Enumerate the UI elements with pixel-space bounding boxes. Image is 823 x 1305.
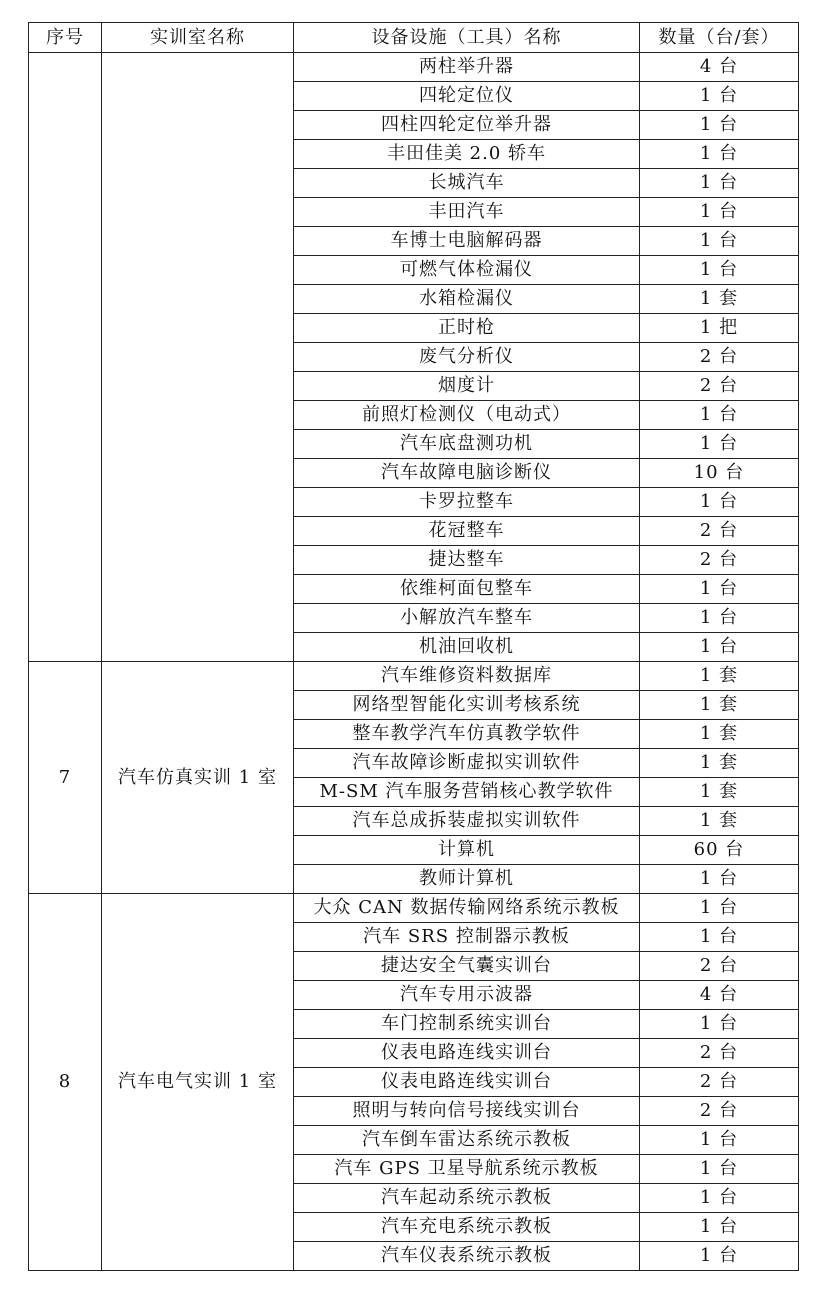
equipment-name-cell: 计算机 [294,836,640,865]
header-equipment-name: 设备设施（工具）名称 [294,23,640,53]
equipment-name-cell: 汽车充电系统示教板 [294,1213,640,1242]
quantity-cell: 2 台 [640,1039,799,1068]
quantity-cell: 1 台 [640,1010,799,1039]
quantity-cell: 1 台 [640,256,799,285]
equipment-name-cell: 卡罗拉整车 [294,488,640,517]
equipment-name-cell: 汽车故障电脑诊断仪 [294,459,640,488]
header-index: 序号 [29,23,102,53]
equipment-name-cell: 烟度计 [294,372,640,401]
quantity-cell: 2 台 [640,1068,799,1097]
equipment-name-cell: 大众 CAN 数据传输网络系统示教板 [294,894,640,923]
equipment-name-cell: M-SM 汽车服务营销核心教学软件 [294,778,640,807]
equipment-name-cell: 可燃气体检漏仪 [294,256,640,285]
equipment-name-cell: 捷达安全气囊实训台 [294,952,640,981]
header-row [29,23,799,53]
equipment-name-cell: 丰田汽车 [294,198,640,227]
quantity-cell: 1 台 [640,575,799,604]
equipment-table [28,22,799,1271]
quantity-cell: 1 台 [640,488,799,517]
equipment-name-cell: 前照灯检测仪（电动式） [294,401,640,430]
equipment-name-cell: 正时枪 [294,314,640,343]
quantity-cell: 1 台 [640,923,799,952]
group-index-cell [29,53,102,662]
equipment-name-cell: 丰田佳美 2.0 轿车 [294,140,640,169]
equipment-name-cell: 整车教学汽车仿真教学软件 [294,720,640,749]
quantity-cell: 2 台 [640,343,799,372]
equipment-name-cell: 汽车故障诊断虚拟实训软件 [294,749,640,778]
equipment-name-cell: 教师计算机 [294,865,640,894]
group-room-name-cell [102,53,294,662]
quantity-cell: 2 台 [640,517,799,546]
equipment-name-cell: 汽车专用示波器 [294,981,640,1010]
equipment-name-cell: 汽车 SRS 控制器示教板 [294,923,640,952]
equipment-name-cell: 水箱检漏仪 [294,285,640,314]
equipment-name-cell: 汽车仪表系统示教板 [294,1242,640,1271]
equipment-name-cell: 捷达整车 [294,546,640,575]
equipment-name-cell: 四柱四轮定位举升器 [294,111,640,140]
quantity-cell: 1 套 [640,778,799,807]
quantity-cell: 2 台 [640,372,799,401]
group-index-cell: 8 [29,894,102,1271]
quantity-cell: 1 套 [640,285,799,314]
quantity-cell: 1 台 [640,198,799,227]
quantity-cell: 1 台 [640,1155,799,1184]
quantity-cell: 1 台 [640,401,799,430]
equipment-name-cell: 花冠整车 [294,517,640,546]
quantity-cell: 10 台 [640,459,799,488]
quantity-cell: 1 台 [640,430,799,459]
quantity-cell: 1 套 [640,749,799,778]
equipment-name-cell: 两柱举升器 [294,53,640,82]
table-row [29,894,799,923]
quantity-cell: 1 台 [640,894,799,923]
quantity-cell: 4 台 [640,981,799,1010]
equipment-name-cell: 照明与转向信号接线实训台 [294,1097,640,1126]
group-index-cell: 7 [29,662,102,894]
quantity-cell: 1 台 [640,1126,799,1155]
equipment-name-cell: 四轮定位仪 [294,82,640,111]
group-room-name-cell: 汽车仿真实训 1 室 [102,662,294,894]
quantity-cell: 1 台 [640,111,799,140]
equipment-name-cell: 网络型智能化实训考核系统 [294,691,640,720]
quantity-cell: 1 套 [640,720,799,749]
quantity-cell: 1 台 [640,82,799,111]
quantity-cell: 2 台 [640,546,799,575]
equipment-name-cell: 废气分析仪 [294,343,640,372]
equipment-name-cell: 车门控制系统实训台 [294,1010,640,1039]
quantity-cell: 1 台 [640,865,799,894]
table-body [29,53,799,1271]
quantity-cell: 2 台 [640,952,799,981]
header-room-name: 实训室名称 [102,23,294,53]
quantity-cell: 1 台 [640,1242,799,1271]
quantity-cell: 4 台 [640,53,799,82]
equipment-name-cell: 长城汽车 [294,169,640,198]
equipment-name-cell: 汽车维修资料数据库 [294,662,640,691]
quantity-cell: 1 套 [640,807,799,836]
equipment-name-cell: 车博士电脑解码器 [294,227,640,256]
equipment-name-cell: 仪表电路连线实训台 [294,1068,640,1097]
table-row [29,662,799,691]
quantity-cell: 1 台 [640,140,799,169]
group-room-name-cell: 汽车电气实训 1 室 [102,894,294,1271]
equipment-name-cell: 小解放汽车整车 [294,604,640,633]
quantity-cell: 1 台 [640,604,799,633]
header-quantity: 数量（台/套） [640,23,799,53]
equipment-name-cell: 汽车倒车雷达系统示教板 [294,1126,640,1155]
quantity-cell: 1 台 [640,1213,799,1242]
equipment-name-cell: 汽车起动系统示教板 [294,1184,640,1213]
quantity-cell: 1 套 [640,662,799,691]
quantity-cell: 60 台 [640,836,799,865]
equipment-name-cell: 汽车总成拆装虚拟实训软件 [294,807,640,836]
equipment-name-cell: 仪表电路连线实训台 [294,1039,640,1068]
table-row [29,53,799,82]
quantity-cell: 2 台 [640,1097,799,1126]
quantity-cell: 1 把 [640,314,799,343]
equipment-name-cell: 机油回收机 [294,633,640,662]
quantity-cell: 1 台 [640,1184,799,1213]
equipment-name-cell: 依维柯面包整车 [294,575,640,604]
quantity-cell: 1 套 [640,691,799,720]
equipment-name-cell: 汽车 GPS 卫星导航系统示教板 [294,1155,640,1184]
quantity-cell: 1 台 [640,633,799,662]
equipment-name-cell: 汽车底盘测功机 [294,430,640,459]
quantity-cell: 1 台 [640,169,799,198]
quantity-cell: 1 台 [640,227,799,256]
